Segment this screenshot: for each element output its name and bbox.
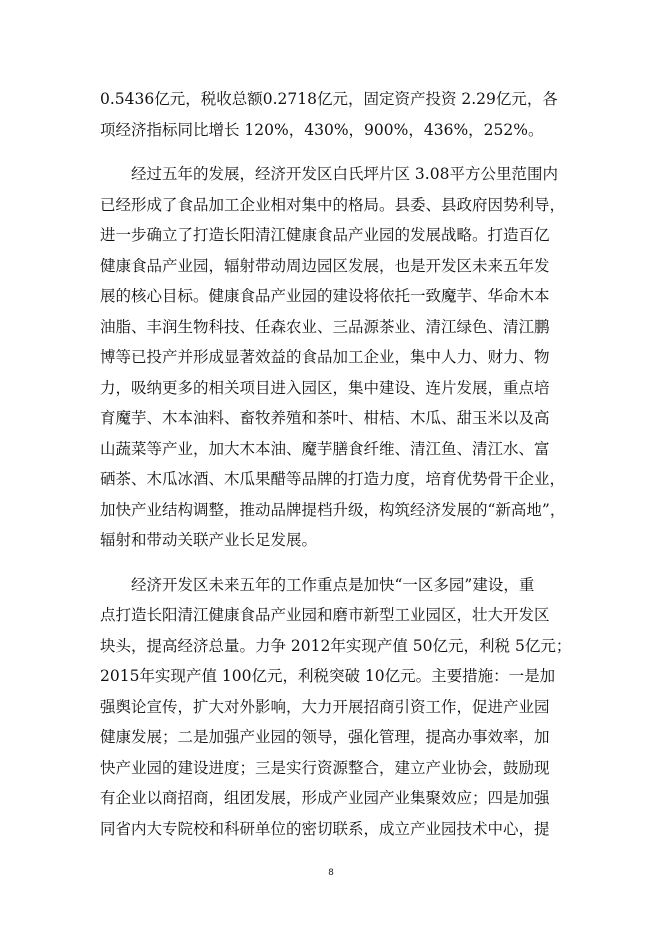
text-line: 健康食品产业园，辐射带动周边园区发展，也是开发区未来五年发	[100, 256, 550, 275]
text-line: 块头，提高经济总量。力争 2012年实现产值 50亿元，利税 5亿元；	[100, 636, 572, 655]
text-line: 有企业以商招商，组团发展，形成产业园产业集聚效应；四是加强	[100, 789, 550, 807]
paragraph-gap	[100, 145, 552, 159]
text-line: 油脂、丰润生物科技、任森农业、三品源茶业、清江绿色、清江鹏	[100, 317, 550, 336]
text-line: 山蔬菜等产业，加大木本油、魔芋膳食纤维、清江鱼、清江水、富	[100, 439, 550, 458]
text-line: 育魔芋、木本油料、畜牧养殖和茶叶、柑桔、木瓜、甜玉米以及高	[100, 409, 550, 427]
text-line: 经济开发区未来五年的工作重点是加快“一区多园”建设，重	[131, 575, 535, 594]
text-line: 博等已投产并形成显著效益的食品加工企业，集中人力、财力、物	[100, 348, 550, 366]
text-line: 健康发展；二是加强产业园的领导，强化管理，提高办事效率，加	[100, 728, 550, 746]
paragraph	[100, 159, 566, 556]
text-line: 力，吸纳更多的相关项目进入园区，集中建设、连片发展，重点培	[100, 378, 550, 397]
text-line: 点打造长阳清江健康食品产业园和磨市新型工业园区，壮大开发区	[100, 606, 550, 624]
paragraph	[100, 84, 558, 145]
page-number: 8	[328, 868, 334, 878]
text-line: 辐射和带动关联产业长足发展。	[100, 531, 318, 549]
text-line: 已经形成了食品加工企业相对集中的格局。县委、县政府因势利导，	[100, 195, 566, 214]
text-line: 2015年实现产值 100亿元，利税突破 10亿元。主要措施：一是加	[100, 667, 556, 685]
text-line: 0.5436亿元，税收总额0.2718亿元，固定资产投资 2.29亿元，各	[100, 90, 558, 108]
text-line: 展的核心目标。健康食品产业园的建设将依托一致魔芋、华命木本	[100, 287, 550, 305]
text-line: 加快产业结构调整，推动品牌提档升级，构筑经济发展的“新高地”，	[100, 500, 566, 519]
text-line: 强舆论宣传，扩大对外影响，大力开展招商引资工作，促进产业园	[100, 697, 550, 716]
text-line: 经过五年的发展，经济开发区白氏坪片区 3.08平方公里范围内	[131, 165, 558, 183]
page-body	[100, 84, 572, 844]
text-line: 项经济指标同比增长 120%，430%，900%，436%，252%。	[100, 120, 544, 139]
text-line: 同省内大专院校和科研单位的密切联系，成立产业园技术中心，提	[100, 819, 550, 838]
paragraph-gap	[100, 556, 552, 570]
text-line: 硒茶、木瓜冰酒、木瓜果醋等品牌的打造力度，培育优势骨干企业，	[100, 470, 566, 488]
text-line: 快产业园的建设进度；三是实行资源整合，建立产业协会，鼓励现	[100, 758, 550, 777]
text-line: 进一步确立了打造长阳清江健康食品产业园的发展战略。打造百亿	[100, 226, 550, 244]
paragraph	[100, 570, 572, 845]
